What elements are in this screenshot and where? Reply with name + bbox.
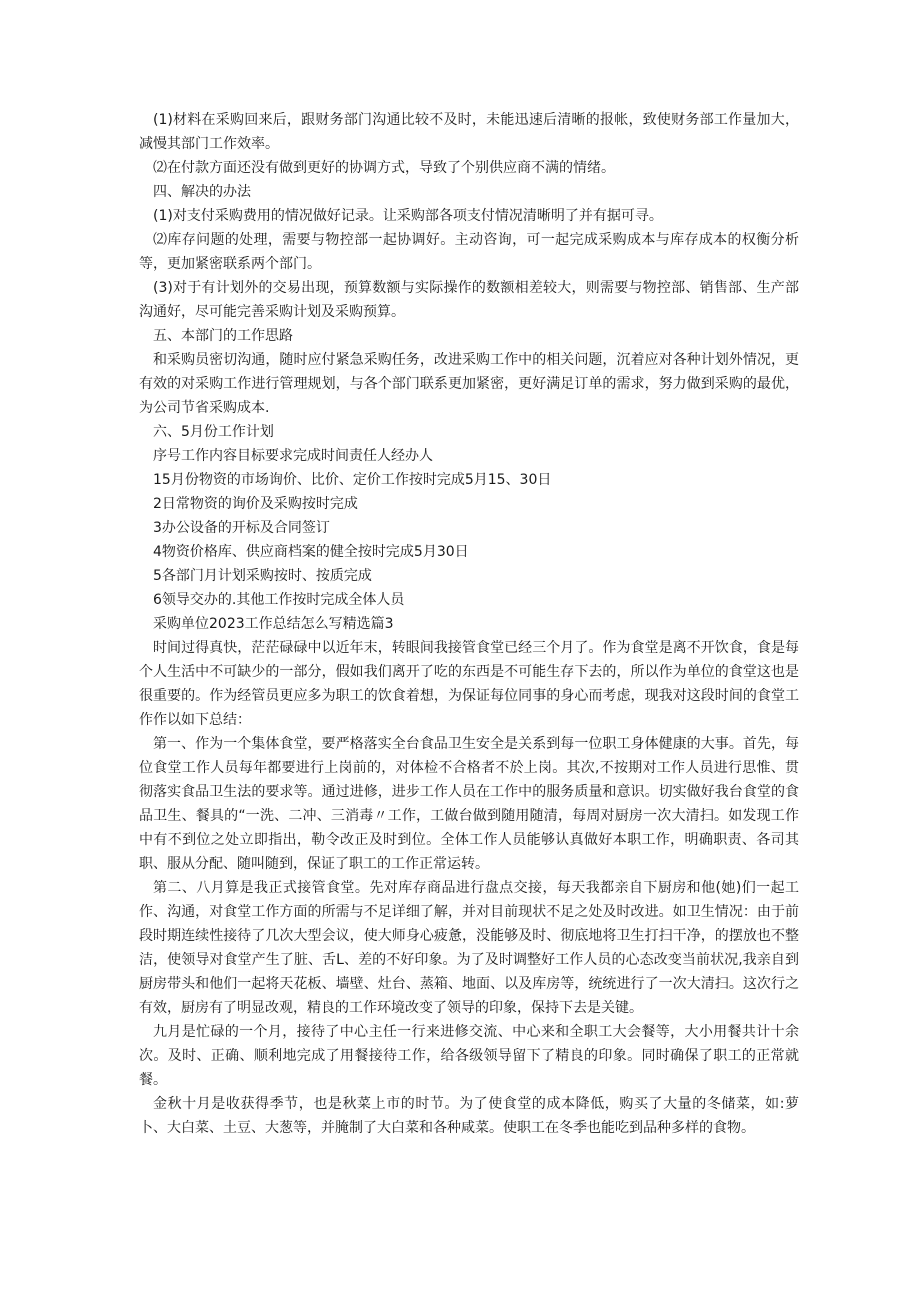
- plan-row: 2日常物资的询价及采购按时完成: [153, 496, 358, 512]
- plan-row: 4物资价格库、供应商档案的健全按时完成5月30日: [153, 544, 469, 560]
- section-heading: 五、本部门的工作思路: [153, 328, 293, 344]
- section-heading: 六、5月份工作计划: [153, 424, 274, 440]
- section-heading: 四、解决的办法: [153, 184, 251, 200]
- paragraph: (1)对支付采购费用的情况做好记录。让采购部各项支付情况清晰明了并有据可寻。: [153, 208, 663, 224]
- paragraph: 第二、八月算是我正式接管食堂。先对库存商品进行盘点交接，每天我都亲自下厨房和他(她)们一起工作、沟通，对食堂工作方面的所需与不足详细了解，并对目前现状不足之处及时改进。如卫生情况：由于前段时期连续性接待了几次大型会议，使大师身心疲惫，没能够及时、彻底地将卫生打扫干净，的摆放也不整洁，使领导对食堂产生了脏、舌L、差的不好印象。为了及时调整好工作人员的心态改变当前状况,我亲自到厨房带头和他们一起将天花板、墙壁、灶台、蒸箱、地面、以及库房等，统统进行了一次大清扫。这次行之有效，厨房有了明显改观，精良的工作环境改变了领导的印象，保持下去是关键。: [139, 880, 799, 1016]
- paragraph: (3)对于有计划外的交易出现，预算数额与实际操作的数额相差较大，则需要与物控部、销售部、生产部沟通好，尽可能完善采购计划及采购预算。: [139, 280, 799, 320]
- paragraph: ⑵库存问题的处理，需要与物控部一起协调好。主动咨询，可一起完成采购成本与库存成本的权衡分析等，更加紧密联系两个部门。: [139, 232, 799, 272]
- paragraph: (1)材料在采购回来后，跟财务部门沟通比较不及时，未能迅速后清晰的报帐，致使财务部工作量加大，减慢其部门工作效率。: [139, 112, 799, 152]
- paragraph: 第一、作为一个集体食堂，要严格落实全台食品卫生安全是关系到每一位职工身体健康的大事。首先，每位食堂工作人员每年都要进行上岗前的，对体检不合格者不於上岗。其次,不按期对工作人员进行思惟、贯彻落实食品卫生法的要求等。通过进修，进步工作人员在工作中的服务质量和意识。切实做好我台食堂的食品卫生、餐具的“一洗、二冲、三消毒〃工作，工做台做到随用随清，每周对厨房一次大清扫。如发现工作中有不到位之处立即指出，勒令改正及时到位。全体工作人员能够认真做好本职工作，明确职责、各司其职、服从分配、随叫随到，保证了职工的工作正常运转。: [139, 736, 799, 872]
- paragraph: 九月是忙碌的一个月，接待了中心主任一行来进修交流、中心来和全职工大会餐等，大小用餐共计十余次。及时、正确、顺利地完成了用餐接待工作，给各级领导留下了精良的印象。同时确保了职工的正常就餐。: [139, 1024, 799, 1088]
- plan-header-row: 序号工作内容目标要求完成时间责任人经办人: [153, 448, 433, 464]
- paragraph: 金秋十月是收获得季节，也是秋菜上市的时节。为了使食堂的成本降低，购买了大量的冬储菜，如:萝卜、大白菜、土豆、大葱等，并腌制了大白菜和各种咸菜。使职工在冬季也能吃到品种多样的食物。: [139, 1096, 799, 1136]
- plan-row: 6领导交办的.其他工作按时完成全体人员: [153, 592, 405, 608]
- paragraph: 时间过得真快，茫茫碌碌中以近年末，转眼间我接管食堂已经三个月了。作为食堂是离不开饮食，食是每个人生活中不可缺少的一部分，假如我们离开了吃的东西是不可能生存下去的，所以作为单位的食堂这也是很重要的。作为经管员更应多为职工的饮食着想，为保证每位同事的身心而考虑，现我对这段时间的食堂工作作以如下总结：: [139, 640, 799, 728]
- document-body: [139, 108, 799, 1140]
- plan-row: 15月份物资的市场询价、比价、定价工作按时完成5月15、30日: [153, 472, 552, 488]
- paragraph: 和采购员密切沟通，随时应付紧急采购任务，改进采购工作中的相关问题，沉着应对各种计划外情况，更有效的对采购工作进行管理规划，与各个部门联系更加紧密，更好满足订单的需求，努力做到采购的最优，为公司节省采购成本.: [139, 352, 799, 416]
- plan-row: 5各部门月计划采购按时、按质完成: [153, 568, 372, 584]
- article-title: 采购单位2023工作总结怎么写精选篇3: [153, 616, 394, 632]
- paragraph: ⑵在付款方面还没有做到更好的协调方式，导致了个别供应商不满的情绪。: [153, 160, 615, 176]
- plan-row: 3办公设备的开标及合同签订: [153, 520, 330, 536]
